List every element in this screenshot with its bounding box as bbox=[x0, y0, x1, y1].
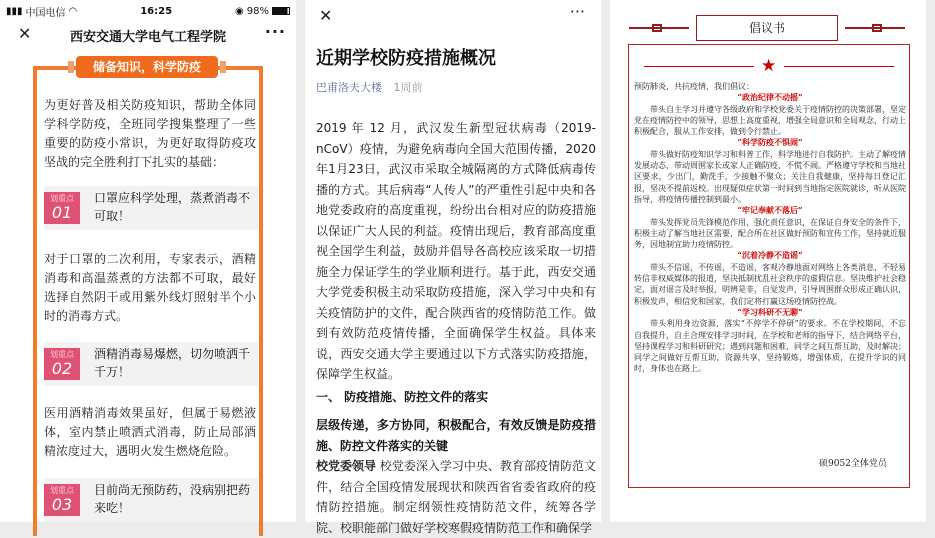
paragraph bbox=[316, 456, 596, 538]
tip-badge bbox=[44, 192, 80, 224]
tip-box bbox=[44, 342, 258, 386]
section-heading: 一、 防疫措施、防控文件的落实 bbox=[316, 389, 489, 404]
section-heading: “政治纪律不动摇” bbox=[737, 92, 803, 103]
tip-box bbox=[44, 186, 258, 230]
intro-paragraph: 为更好普及相关防疫知识，帮助全体同学科学防疫，全班同学搜集整理了一些重要的防疫小常识，为更好取得防疫攻坚战的完全胜利打下扎实的基础： bbox=[44, 98, 256, 169]
tip-badge-label: 划重点 bbox=[50, 486, 74, 495]
paragraph-text: 校党委深入学习中央、教育部疫情防范文件，结合全国疫情发展现状和陕西省省委省政府的疫情防控措施。制定纲领性疫情防范文件，统筹各学院、校职能部门做好学校寒假疫情防范工作和确保学 bbox=[316, 459, 596, 535]
clock-label: 16:25 bbox=[140, 5, 173, 17]
letter-title: 倡议书 bbox=[696, 15, 838, 41]
paragraph: 医用酒精消毒效果虽好，但属于易燃液体，室内禁止喷洒式消毒，防止局部酒精浓度过大，遇明火发生燃烧危险。 bbox=[44, 406, 256, 458]
publish-time: 1周前 bbox=[393, 81, 423, 94]
paragraph: 带头做好防疫知识学习和科普工作，科学地进行自我防护。主动了解疫情发展动态，带动周围家长或家人正确防疫，不慌不闹。严格遵守学校和当地社区要求，少出门，勤洗手，少接触不聚众；关注自我健康，坚持每日登记汇报，坚决不提前返校。出现疑似症状第一时间到当地指定医院就诊，听从医院指导，将疫情传播控制到最小。 bbox=[634, 149, 906, 204]
section-banner: 储备知识，科学防疫 bbox=[76, 56, 218, 78]
lock-icon: ◉ bbox=[235, 5, 244, 17]
tip-badge-number: 02 bbox=[51, 359, 73, 378]
tip-text: 口罩应科学处理，蒸煮消毒不可取！ bbox=[94, 191, 251, 223]
nav-bar bbox=[0, 22, 296, 48]
paragraph: 带头不信谣，不传谣，不造谣，客观冷静地面对网络上各类消息，不轻易转信非权威媒体的报道，坚决抵制扰乱社会秩序的虚假信息。坚决维护社会稳定，面对谣言及时举报，明辨是非，自觉发声，引导周围群众形成正确认识，积极发声，相信党和国家，我们定将打赢这场疫情防控战。 bbox=[634, 262, 906, 306]
battery-label: 98% bbox=[246, 5, 269, 17]
status-bar bbox=[0, 0, 296, 22]
letter-body bbox=[634, 81, 906, 375]
paragraph: 2019 年 12 月，武汉发生新型冠状病毒（2019-nCoV）疫情，为避免病毒向全国大范围传播，2020年1月23日，武汉市采取全城隔离的方式降低病毒传播的方式。其后病毒“人传人”的严重性引起中央和各地党委政府的高度重视，纷纷出台相对应的防疫措施以保证广大人民的利益。疫情出现后，教育部高度重视全国学生利益，鼓励并倡导各高校应该采取一切措施全力保证学生的学业顺利进行。基于此，西安交通大学党委积极主动采取防疫措施，深入学习中央和有关疫情防护的文件，配合陕西省的疫情防范工作。做到有效防范疫情传播，全面确保学生权益。具体来说，西安交通大学主要通过以下方式落实防疫措施，保障学生权益。 bbox=[316, 121, 596, 381]
paragraph: 带头自主学习并遵守各级政府和学校党委关于疫情防控的决策部署，坚定党在疫情防控中的领导，思想上高度重视，增强全局意识和全局观念，行动上积极配合，服从工作安排，做到令行禁止。 bbox=[634, 104, 906, 137]
tip-badge-number: 03 bbox=[51, 495, 73, 514]
tip-badge bbox=[44, 484, 80, 516]
article-phone-screen-1 bbox=[0, 0, 296, 522]
paragraph: 带头利用身边资源，落实“不停学不停研”的要求。不在学校期间，不忘自我提升，自主合理安排学习时间，在学校和老师的指导下，结合网络平台，坚持课程学习和科研研究；遇到问题和困难，同学之间互帮互助，及时解决；同学之间做好互帮互助，资源共享，坚持锻炼，增强体质，在提升学识的同时，身体也在路上。 bbox=[634, 319, 906, 374]
paragraph: 带头发挥党员先锋模范作用，强化责任意识，在保证自身安全的条件下，积极主动了解当地社区需要，配合所在社区做好预防和宣传工作，坚持就近服务，因地制宜助力疫情防控。 bbox=[634, 217, 906, 250]
wifi-icon: ◠ bbox=[68, 5, 78, 17]
article-body bbox=[316, 118, 596, 538]
signature: 硕9052全体党员 bbox=[819, 459, 887, 469]
subsection-heading: 层级传递，多方协同，积极配合，有效反馈是防疫措施、防控文件落实的关键 bbox=[316, 418, 596, 453]
section-heading: “牢记奉献不落后” bbox=[737, 205, 803, 216]
tip-box bbox=[44, 478, 258, 522]
proposal-letter bbox=[610, 0, 926, 522]
battery-icon bbox=[272, 7, 290, 15]
divider bbox=[644, 66, 754, 67]
greeting: 预防肺炎，共抗疫情，我们倡议： bbox=[634, 82, 754, 91]
paragraph-lead: 校党委领导 bbox=[316, 459, 377, 473]
article-phone-screen-2 bbox=[305, 0, 601, 535]
author-link[interactable]: 巴甫洛夫大楼 bbox=[316, 81, 382, 94]
star-icon: ★ bbox=[761, 56, 777, 76]
page-title: 西安交通大学电气工程学院 bbox=[69, 29, 226, 45]
signal-icon: ▮▮▮ bbox=[6, 5, 23, 17]
paragraph: 对于口罩的二次利用，专家表示，酒精消毒和高温蒸煮的方法都不可取，最好选择自然阴干或用紫外线灯照射半个小时的消毒方式。 bbox=[44, 252, 256, 323]
section-heading: “沉着冷静不造谣” bbox=[737, 250, 803, 261]
tip-badge-label: 划重点 bbox=[50, 350, 74, 359]
tip-badge bbox=[44, 348, 80, 380]
carrier-label: 中国电信 bbox=[25, 7, 66, 19]
tip-text: 酒精消毒易爆燃，切勿喷洒千千万！ bbox=[94, 347, 251, 379]
nav-bar bbox=[305, 0, 601, 30]
tip-text: 目前尚无预防药，没病别把药来吃！ bbox=[94, 483, 251, 515]
section-heading: “学习科研不无聊” bbox=[737, 306, 803, 317]
tip-badge-number: 01 bbox=[51, 203, 73, 222]
divider bbox=[784, 66, 894, 67]
close-icon[interactable]: ✕ bbox=[18, 24, 32, 43]
more-icon[interactable]: ··· bbox=[569, 2, 585, 21]
article-meta bbox=[316, 79, 423, 95]
article-title: 近期学校防疫措施概况 bbox=[316, 48, 496, 69]
section-heading: “科学防疫不惧闹” bbox=[737, 137, 803, 148]
more-icon[interactable]: ··· bbox=[264, 22, 286, 41]
close-icon[interactable]: ✕ bbox=[319, 6, 333, 25]
tip-badge-label: 划重点 bbox=[50, 194, 74, 203]
